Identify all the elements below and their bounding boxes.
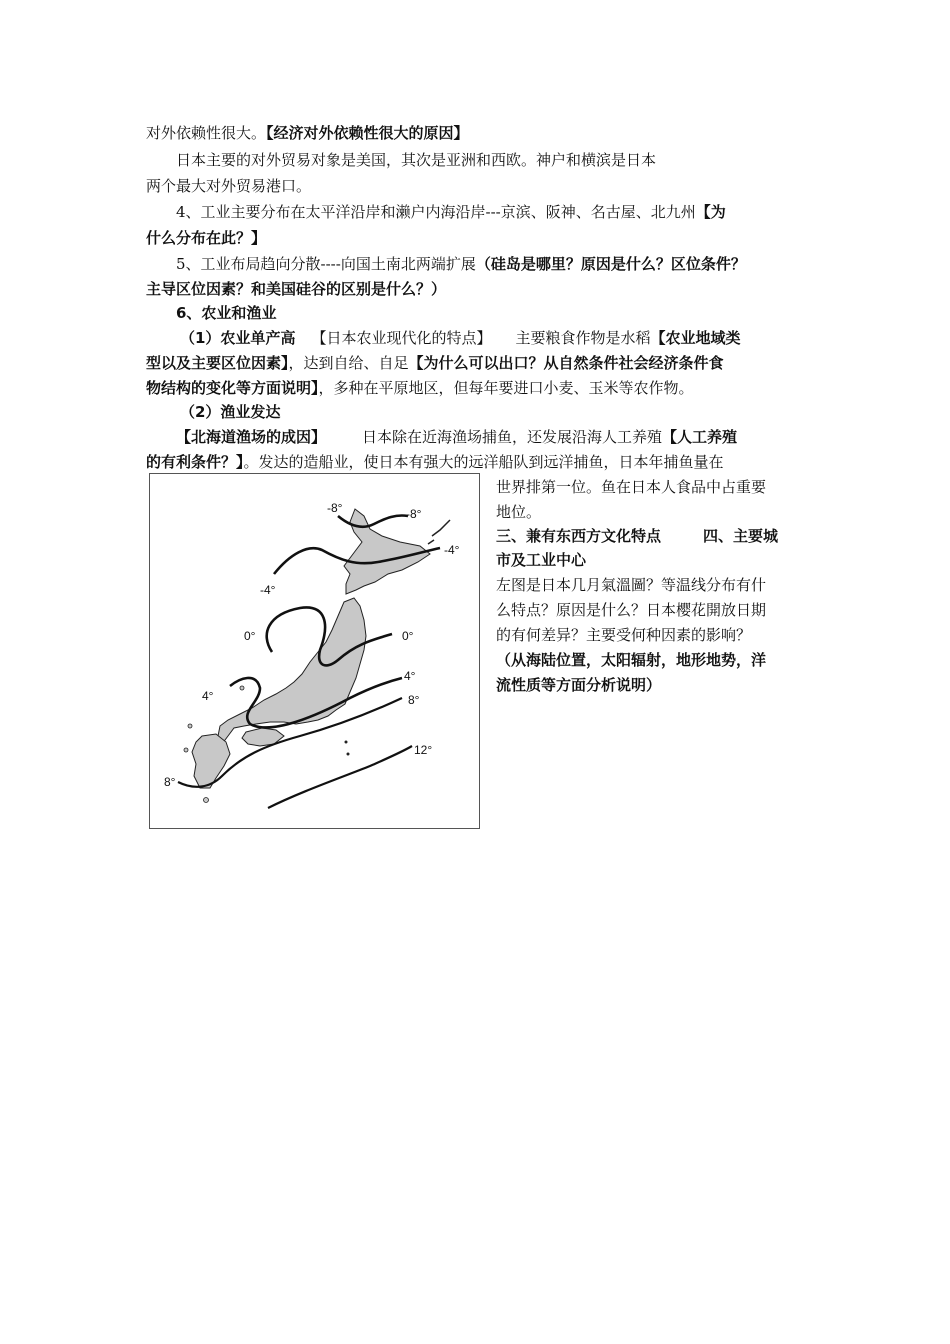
text-line-10 xyxy=(146,351,724,375)
text-span: 。发达的造船业，使日本有强大的远洋船队到远洋捕鱼，日本年捕鱼量在 xyxy=(243,453,724,471)
text-line-11 xyxy=(146,376,694,400)
section-heading-agriculture: 6、农业和渔业 xyxy=(176,304,277,322)
isotherm-12 xyxy=(268,746,412,808)
bold-question: 【为什么可以出口？从自然条件社会经济条件食 xyxy=(408,354,724,372)
right-text-8: （从海陆位置，太阳辐射，地形地势，洋 xyxy=(496,651,767,669)
right-text-9: 流性质等方面分析说明） xyxy=(496,676,662,694)
text-span: 日本除在近海渔场捕鱼，还发展沿海人工养殖 xyxy=(362,428,663,446)
bold-question: 【农业地域类 xyxy=(650,329,741,347)
text-span: 4、工业主要分布在太平洋沿岸和濑户内海沿岸---京滨、阪神、名古屋、北九州 xyxy=(176,203,696,221)
text-line-3: 两个最大对外贸易港口。 xyxy=(146,177,312,195)
heading-part: 三、兼有东西方文化特点 xyxy=(496,527,662,545)
section-heading-cities: 市及工业中心 xyxy=(496,551,587,569)
small-island xyxy=(240,686,244,690)
bold-question: 型以及主要区位因素】 xyxy=(146,354,289,372)
isotherm-minus8 xyxy=(338,515,408,526)
text-line-13 xyxy=(176,425,737,449)
isotherm-label: 4° xyxy=(202,689,214,703)
text-line-6 xyxy=(176,252,746,276)
isotherm-label: -8° xyxy=(406,507,422,521)
kyushu-island xyxy=(192,734,230,788)
kuril-islands xyxy=(428,520,450,544)
bold-question: 【北海道渔场的成因】 xyxy=(176,428,327,446)
isotherm-label: -8° xyxy=(327,501,343,515)
isotherm-label: 8° xyxy=(164,775,176,789)
small-island xyxy=(347,753,350,756)
right-text-5: 左图是日本几月氣溫圖？等温线分布有什 xyxy=(496,576,767,594)
subheading-fishery: （2）渔业发达 xyxy=(180,403,281,421)
bold-question: 物结构的变化等方面说明】 xyxy=(146,379,319,397)
text-span: ，多种在平原地区，但每年要进口小麦、玉米等农作物。 xyxy=(318,379,694,397)
text-span: 5、工业布局趋向分散----向国土南北两端扩展 xyxy=(176,255,476,273)
small-island xyxy=(184,748,188,752)
subheading: （1）农业单产高 xyxy=(180,329,296,347)
text-line-5: 什么分布在此？】 xyxy=(146,229,267,247)
right-text-1: 世界排第一位。鱼在日本人食品中占重要 xyxy=(496,478,767,496)
isotherm-label: 0° xyxy=(402,629,414,643)
hokkaido-island xyxy=(344,509,430,594)
text-line-7: 主导区位因素？和美国硅谷的区别是什么？） xyxy=(146,280,447,298)
right-text-7: 的有何差异？主要受何种因素的影响？ xyxy=(496,626,752,644)
small-island xyxy=(345,741,348,744)
small-island xyxy=(188,724,192,728)
small-island xyxy=(204,798,209,803)
bold-question: （硅岛是哪里？原因是什么？区位条件？ xyxy=(475,255,746,273)
text-span: 对外依赖性很大。 xyxy=(146,124,267,142)
text-line-14 xyxy=(146,450,724,474)
text-span: 主要粮食作物是水稻 xyxy=(515,329,651,347)
bold-question: 【为 xyxy=(695,203,726,221)
text-line-1 xyxy=(146,121,469,145)
text-span: ，达到自给、自足 xyxy=(288,354,409,372)
japan-isotherm-map xyxy=(149,473,480,829)
right-text-2: 地位。 xyxy=(496,503,542,521)
isotherm-label: -4° xyxy=(260,583,276,597)
text-line-9 xyxy=(180,326,741,350)
text-line-2: 日本主要的对外贸易对象是美国，其次是亚洲和西欧。神户和横滨是日本 xyxy=(176,151,657,169)
section-heading-culture xyxy=(496,524,778,549)
isotherm-label: -4° xyxy=(444,543,460,557)
bold-question: 【经济对外依赖性很大的原因】 xyxy=(266,124,469,142)
isotherm-label: 0° xyxy=(244,629,256,643)
isotherm-label: 4° xyxy=(404,669,416,683)
isotherm-label: 8° xyxy=(408,693,420,707)
text-line-4 xyxy=(176,200,726,224)
isotherm-label: 12° xyxy=(414,743,433,757)
bold-question: 【人工养殖 xyxy=(662,428,738,446)
map-svg xyxy=(150,474,481,830)
right-text-6: 么特点？原因是什么？日本樱花開放日期 xyxy=(496,601,767,619)
bold-question: 的有利条件？】 xyxy=(146,453,244,471)
heading-part: 四、主要城 xyxy=(703,527,779,545)
text-span: 【日本农业现代化的特点】 xyxy=(311,329,492,347)
